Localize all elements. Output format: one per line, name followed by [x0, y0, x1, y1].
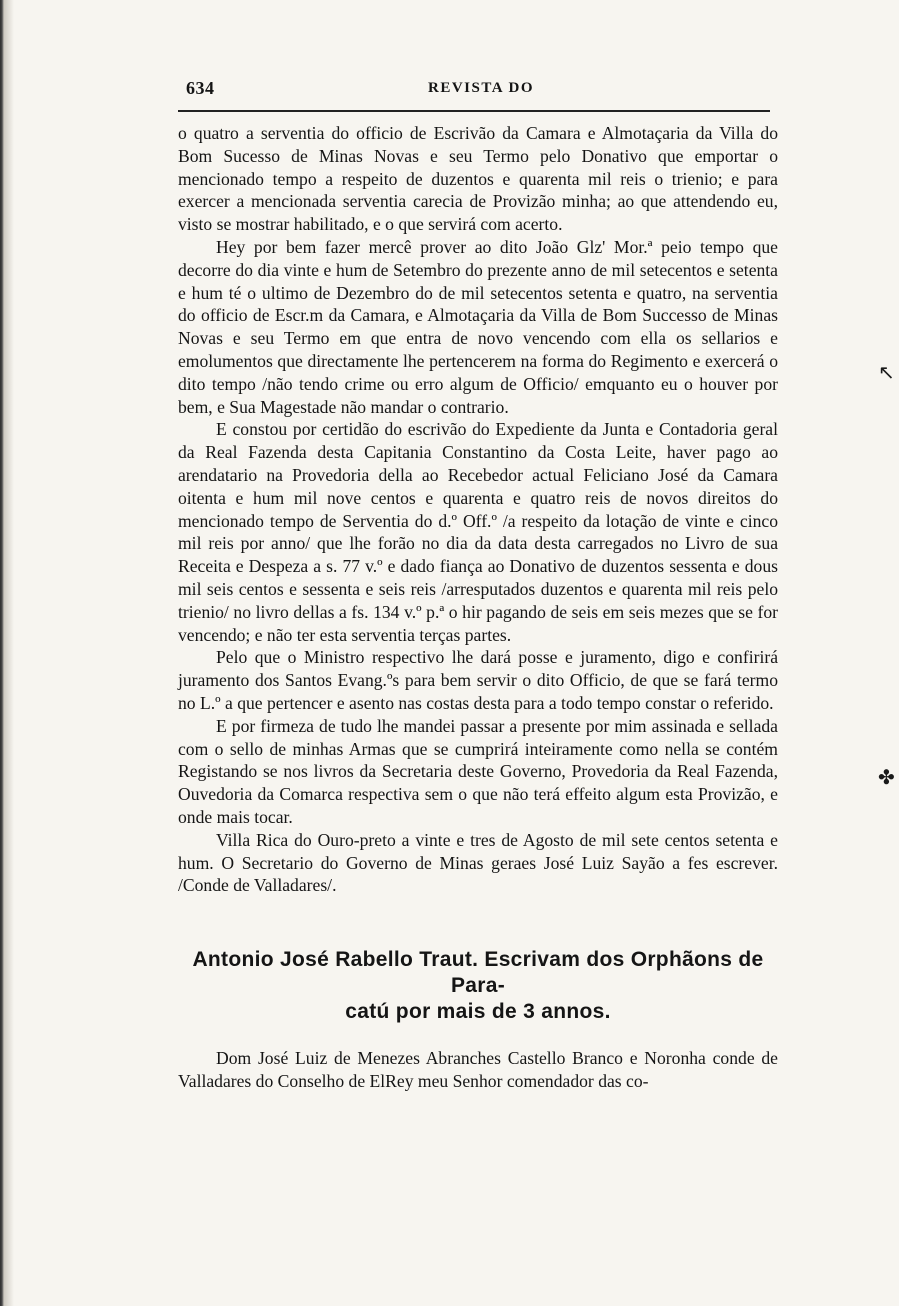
margin-arrow-icon: ↖	[878, 360, 895, 384]
header-rule	[178, 110, 770, 112]
decree-opening	[178, 1047, 778, 1093]
section-title-line-2: catú por mais de 3 annos.	[345, 1000, 611, 1024]
section-title	[178, 947, 778, 1025]
binding-edge	[0, 0, 14, 1306]
body-text	[178, 122, 778, 897]
page-header	[178, 70, 778, 106]
paragraph-signature: Villa Rica do Ouro-preto a vinte e tres de Agosto de mil sete centos setenta e hum. O Secretario do Governo de Minas geraes José Luiz Sayão a fes escrever. /Conde de Valladares/.	[178, 829, 778, 896]
paragraph-appointment: Hey por bem fazer mercê prover ao dito João Glz' Mor.ª peio tempo que decorre do dia vinte e hum de Setembro do prezente anno de mil setecentos e setenta e hum té o ultimo de Dezembro do de mil setecentos setenta e quatro, na serventia do officio de Escr.m da Camara, e Almotaçaria da Villa de Bom Successo de Minas Novas e seu Termo em que entra de novo vencendo com ella os sellarios e emolumentos que directamente lhe pertencerem na forma do Regimento e exercerá o dito tempo /não tendo crime ou erro algum de Officio/ emquanto eu o houver por bem, e Sua Magestade não mandar o contrario.	[178, 236, 778, 417]
fleuron-icon: ✤	[878, 765, 895, 789]
running-head: REVISTA DO	[428, 80, 534, 96]
decree-opening-text: Dom José Luiz de Menezes Abranches Castello Branco e Noronha conde de Valladares do Conselho de ElRey meu Senhor comendador das co-	[178, 1048, 778, 1091]
paragraph-certificate: E constou por certidão do escrivão do Expediente da Junta e Contadoria geral da Real Fazenda desta Capitania Constantino da Costa Leite, haver pago ao arendatario na Provedoria della ao Recebedor actual Feliciano José da Camara oitenta e hum mil nove centos e quarenta e quatro reis de novos direitos do mencionado tempo de Serventia do d.º Off.º /a respeito da lotação de vinte e cinco mil reis por anno/ que lhe forão no dia da data desta carregados no Livro de sua Receita e Despeza a s. 77 v.º e dado fiança ao Donativo de duzentos sessenta e dous mil seis centos e sessenta e seis reis /arresputados duzentos e quarenta mil reis pelo trienio/ no livro dellas a fs. 134 v.º p.ª o hir pagando de seis em seis mezes que se for vencendo; e não ter esta serventia terças partes.	[178, 419, 778, 645]
book-page	[178, 70, 778, 1093]
paragraph-oath: Pelo que o Ministro respectivo lhe dará posse e juramento, digo e confirirá juramento dos Santos Evang.ºs para bem servir o dito Officio, de que se fará termo no L.º a que pertencer e asento nas costas desta para a todo tempo constar o referido.	[178, 647, 778, 713]
paragraph-continuation: o quatro a serventia do officio de Escrivão da Camara e Almotaçaria da Villa do Bom Sucesso de Minas Novas e seu Termo pelo Donativo que emportar o mencionado tempo a respeito de duzentos e quarenta mil reis o trienio; e para exercer a mencionada serventia carecia de Provizão minha; ao que attendendo eu, visto se mostrar habilitado, e o que servirá com acerto.	[178, 123, 778, 235]
section-title-line-1: Antonio José Rabello Traut. Escrivam dos Orphãons de Para-	[192, 948, 764, 998]
paragraph-firmness: E por firmeza de tudo lhe mandei passar a presente por mim assinada e sellada com o sello de minhas Armas que se cumprirá inteiramente como nella se contém Registando se nos livros da Secretaria deste Governo, Provedoria da Real Fazenda, Ouvedoria da Comarca respectiva sem o que não terá effeito algum esta Provizão, e onde mais tocar.	[178, 715, 778, 827]
page-number: 634	[186, 78, 215, 98]
